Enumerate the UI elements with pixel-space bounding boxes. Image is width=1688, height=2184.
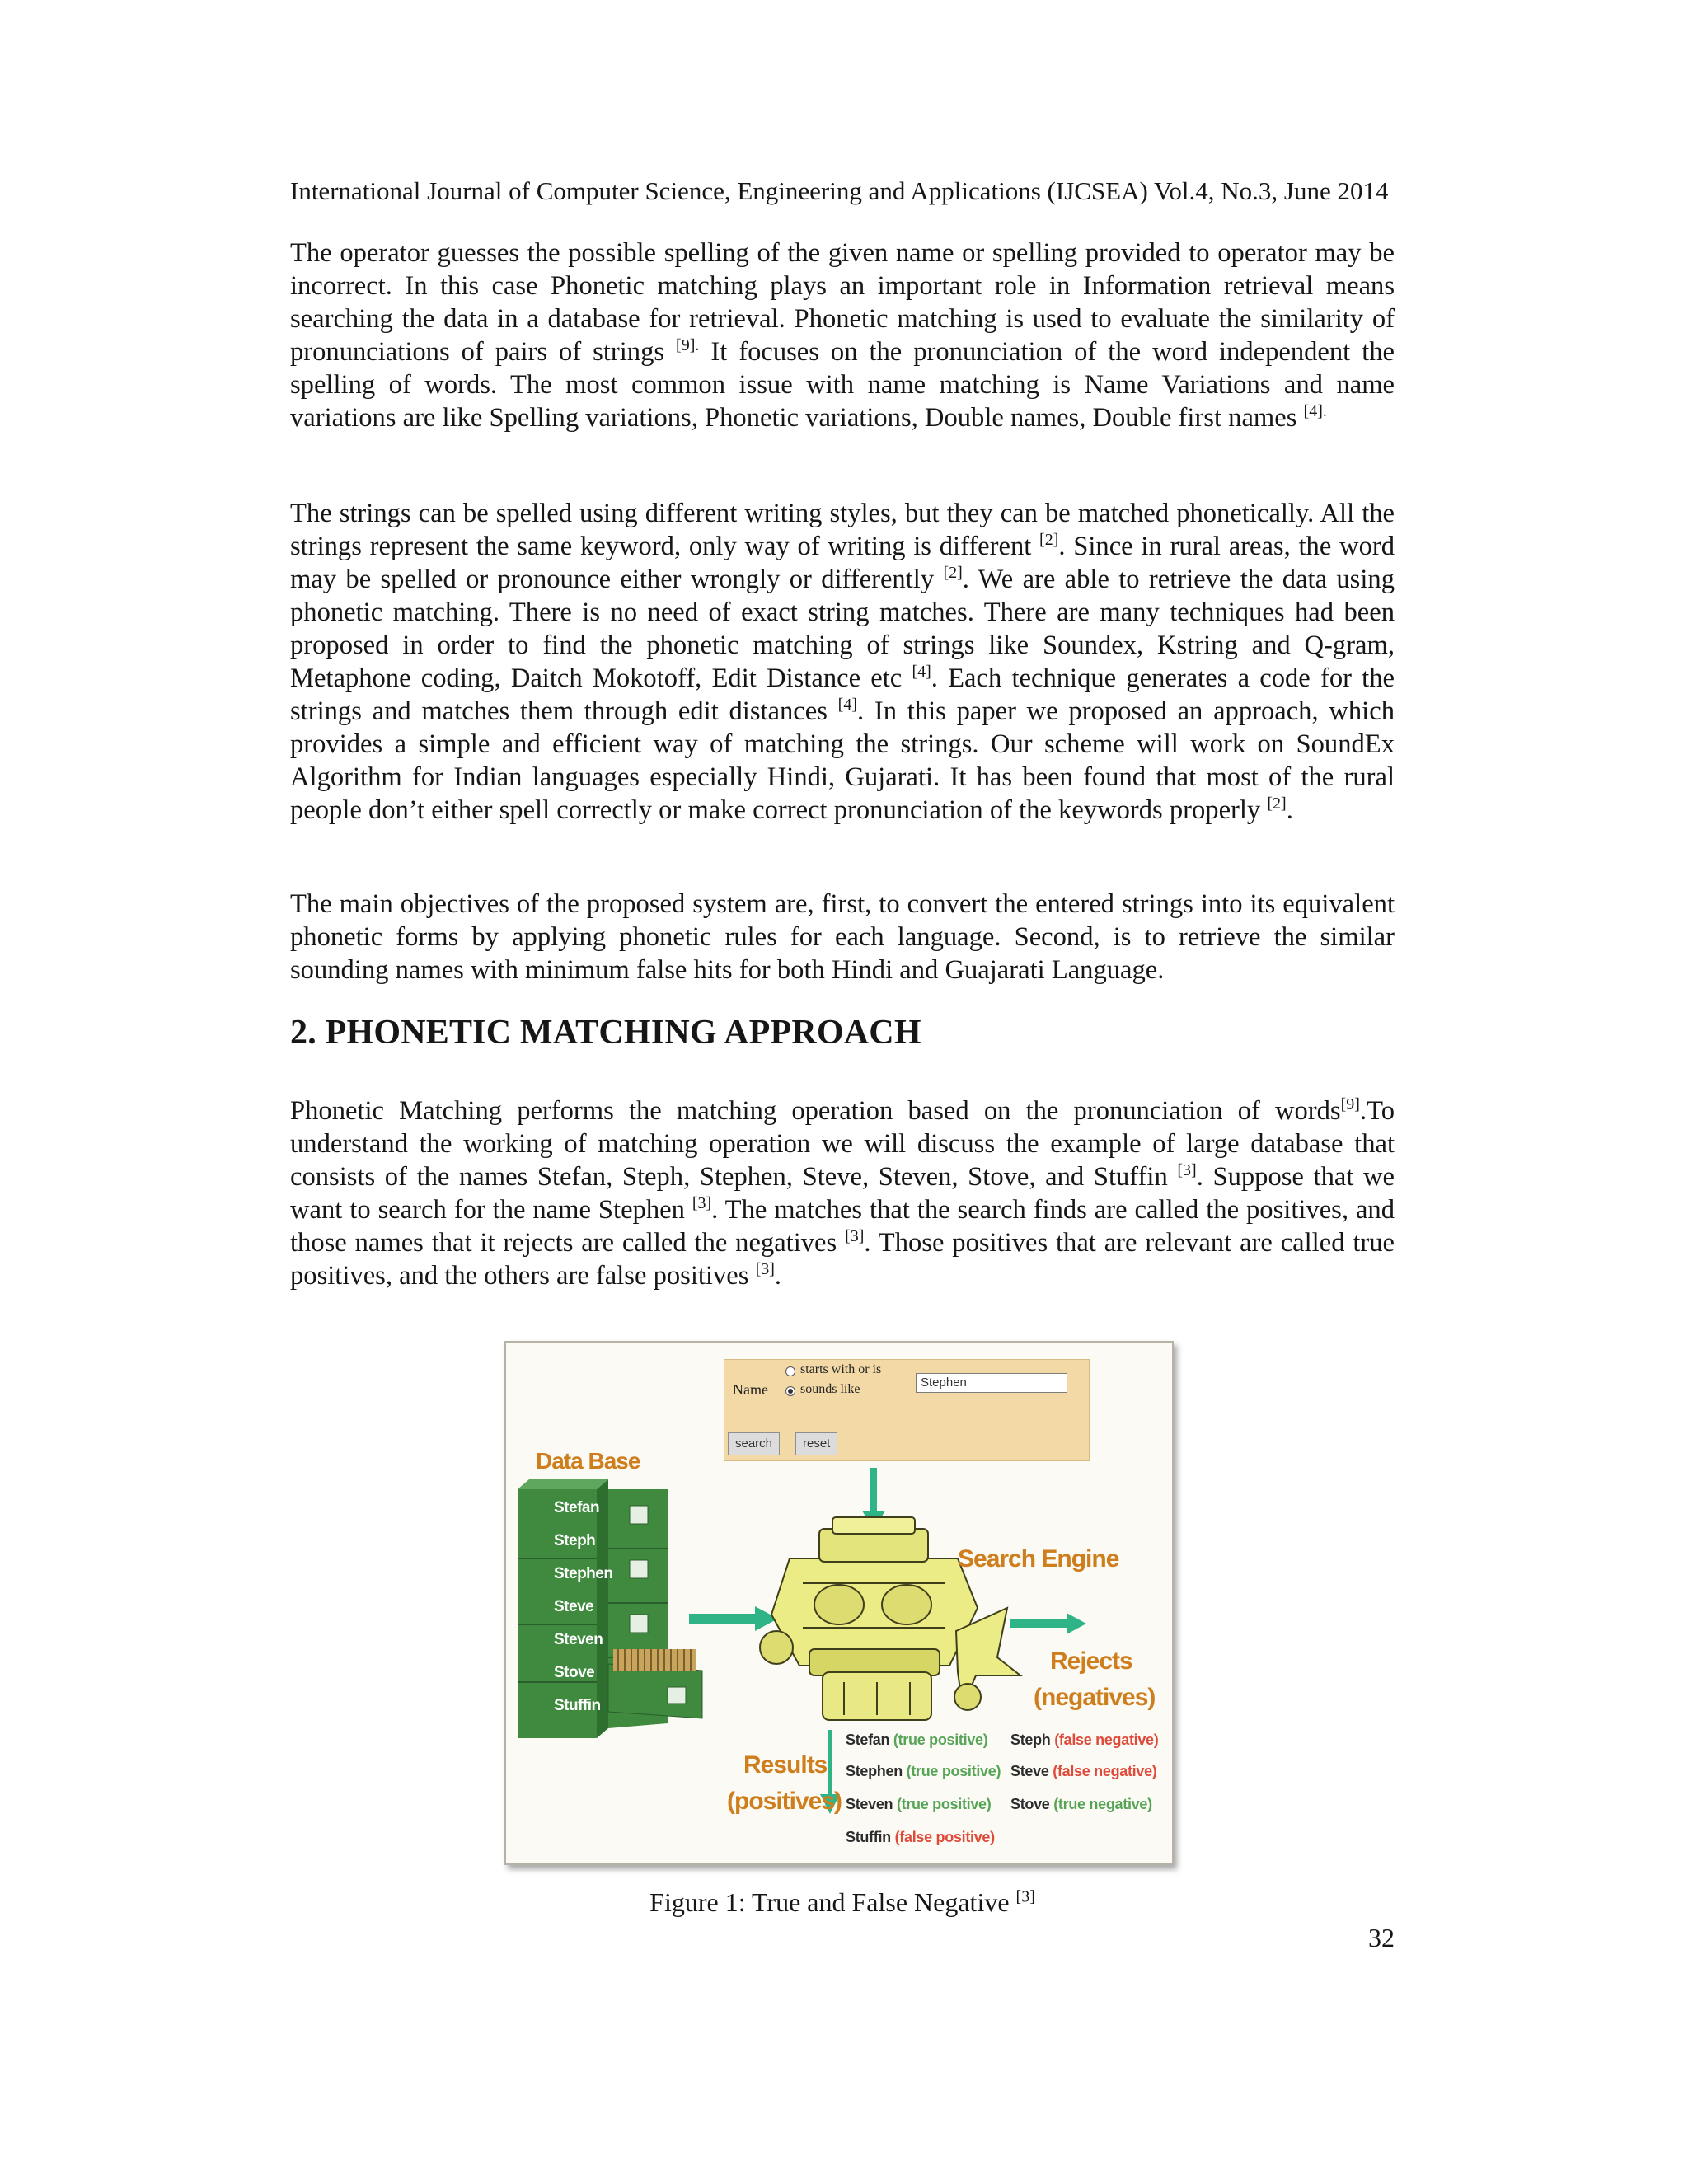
citation: [3]	[1015, 1887, 1035, 1906]
filing-cabinet-icon	[518, 1479, 702, 1738]
database-name: Stuffin	[554, 1697, 601, 1714]
citation: [3]	[755, 1260, 775, 1279]
database-name: Stefan	[554, 1499, 600, 1516]
citation: [3]	[692, 1194, 712, 1213]
database-name: Stove	[554, 1664, 595, 1681]
search-input[interactable]: Stephen	[916, 1373, 1067, 1393]
figure-phonetic-search	[504, 1341, 1174, 1865]
name-label: Name	[733, 1381, 768, 1398]
rejects-sub-label: (negatives)	[1034, 1684, 1156, 1711]
citation: [3]	[845, 1227, 865, 1246]
rejects-label: Rejects	[1050, 1647, 1132, 1675]
figure-caption: Figure 1: True and False Negative [3]	[649, 1887, 1035, 1917]
arrow-right-icon	[689, 1606, 778, 1631]
citation: [4]	[837, 696, 857, 715]
radio-sounds-like-label: sounds like	[800, 1382, 860, 1396]
citation: [3]	[1177, 1161, 1197, 1180]
database-name: Stephen	[554, 1565, 613, 1582]
results-sub-label: (positives)	[727, 1788, 842, 1815]
search-form-panel	[724, 1359, 1090, 1461]
result-item: Stefan (true positive)	[846, 1732, 988, 1748]
citation: [2]	[1267, 794, 1287, 813]
search-button[interactable]: search	[728, 1432, 780, 1455]
search-engine-label: Search Engine	[958, 1545, 1119, 1572]
paragraph-2: The strings can be spelled using different writing styles, but they can be matched phonetically. All the strings represent the same keyword, only way of writing is different [2]. Since in rural areas, the word may be spelled or pronounce either wrongly or differently [2]. We are able to retrieve the data using phonetic matching. There is no need of exact string matches. There are many techniques had been proposed in order to find the phonetic matching of strings like Soundex, Kstring and Q-gram, Metaphone coding, Daitch Mokotoff, Edit Distance etc [4]. Each technique generates a code for the strings and matches them through edit distances [4]. In this paper we proposed an approach, which provides a simple and efficient way of matching the strings. Our scheme will work on SoundEx Algorithm for Indian languages especially Hindi, Gujarati. It has been found that most of the rural people don’t either spell correctly or make correct pronunciation of the keywords properly [2].	[290, 499, 1395, 825]
paragraph-3: The main objectives of the proposed system are, first, to convert the entered strings into its equivalent phonetic forms by applying phonetic rules for each language. Second, is to retrieve the similar sounding names with minimum false hits for both Hindi and Guajarati Language.	[290, 889, 1395, 985]
paragraph-4: Phonetic Matching performs the matching operation based on the pronunciation of words[9].To understand the working of matching operation we will discuss the example of large database that consists of the names Stefan, Steph, Stephen, Steve, Steven, Stove, and Stuffin [3]. Suppose that we want to search for the name Stephen [3]. The matches that the search finds are called the positives, and those names that it rejects are called the negatives [3]. Those positives that are relevant are called true positives, and the others are false positives [3].	[290, 1095, 1395, 1291]
arrow-right-icon	[1010, 1613, 1086, 1634]
radio-starts-with-label: starts with or is	[800, 1362, 882, 1376]
result-item: Steven (true positive)	[846, 1796, 992, 1812]
citation: [2]	[1039, 531, 1059, 550]
citation: [4]	[912, 663, 931, 682]
database-label: Data Base	[536, 1448, 640, 1474]
section-heading: 2. PHONETIC MATCHING APPROACH	[290, 1014, 921, 1052]
paragraph-1: The operator guesses the possible spelling of the given name or spelling provided to operator may be incorrect. In this case Phonetic matching plays an important role in Information retrieval means searching the data in a database for retrieval. Phonetic matching is used to evaluate the similarity of pronunciations of pairs of strings $^{[9].}$ It focuses on the pronunciation of the word independent the spelling of words. The most common issue with name matching is Name Variations and name variations are like Spelling variations, Phonetic variations, Double names, Double first names $^{[4].}$	[290, 238, 1395, 433]
citation: [9].	[676, 336, 700, 355]
reset-button[interactable]: reset	[795, 1432, 837, 1455]
results-label: Results	[743, 1751, 828, 1779]
running-header: International Journal of Computer Science, Engineering and Applications (IJCSEA) Vol.4, No.3, June 2014	[290, 176, 1389, 205]
citation: [2]	[943, 564, 963, 583]
database-name: Steve	[554, 1598, 594, 1615]
citation: [4].	[1303, 402, 1327, 421]
radio-starts-with[interactable]	[785, 1366, 795, 1376]
page-number: 32	[1368, 1923, 1395, 1952]
citation: [9]	[1340, 1095, 1360, 1114]
reject-item: Steph (false negative)	[1010, 1732, 1159, 1748]
result-item: Stuffin (false positive)	[846, 1829, 995, 1845]
database-name: Steph	[554, 1532, 596, 1549]
reject-item: Steve (false negative)	[1010, 1763, 1157, 1779]
reject-item: Stove (true negative)	[1010, 1796, 1152, 1812]
result-item: Stephen (true positive)	[846, 1763, 1001, 1779]
radio-sounds-like[interactable]	[785, 1386, 795, 1396]
database-name: Steven	[554, 1631, 603, 1648]
